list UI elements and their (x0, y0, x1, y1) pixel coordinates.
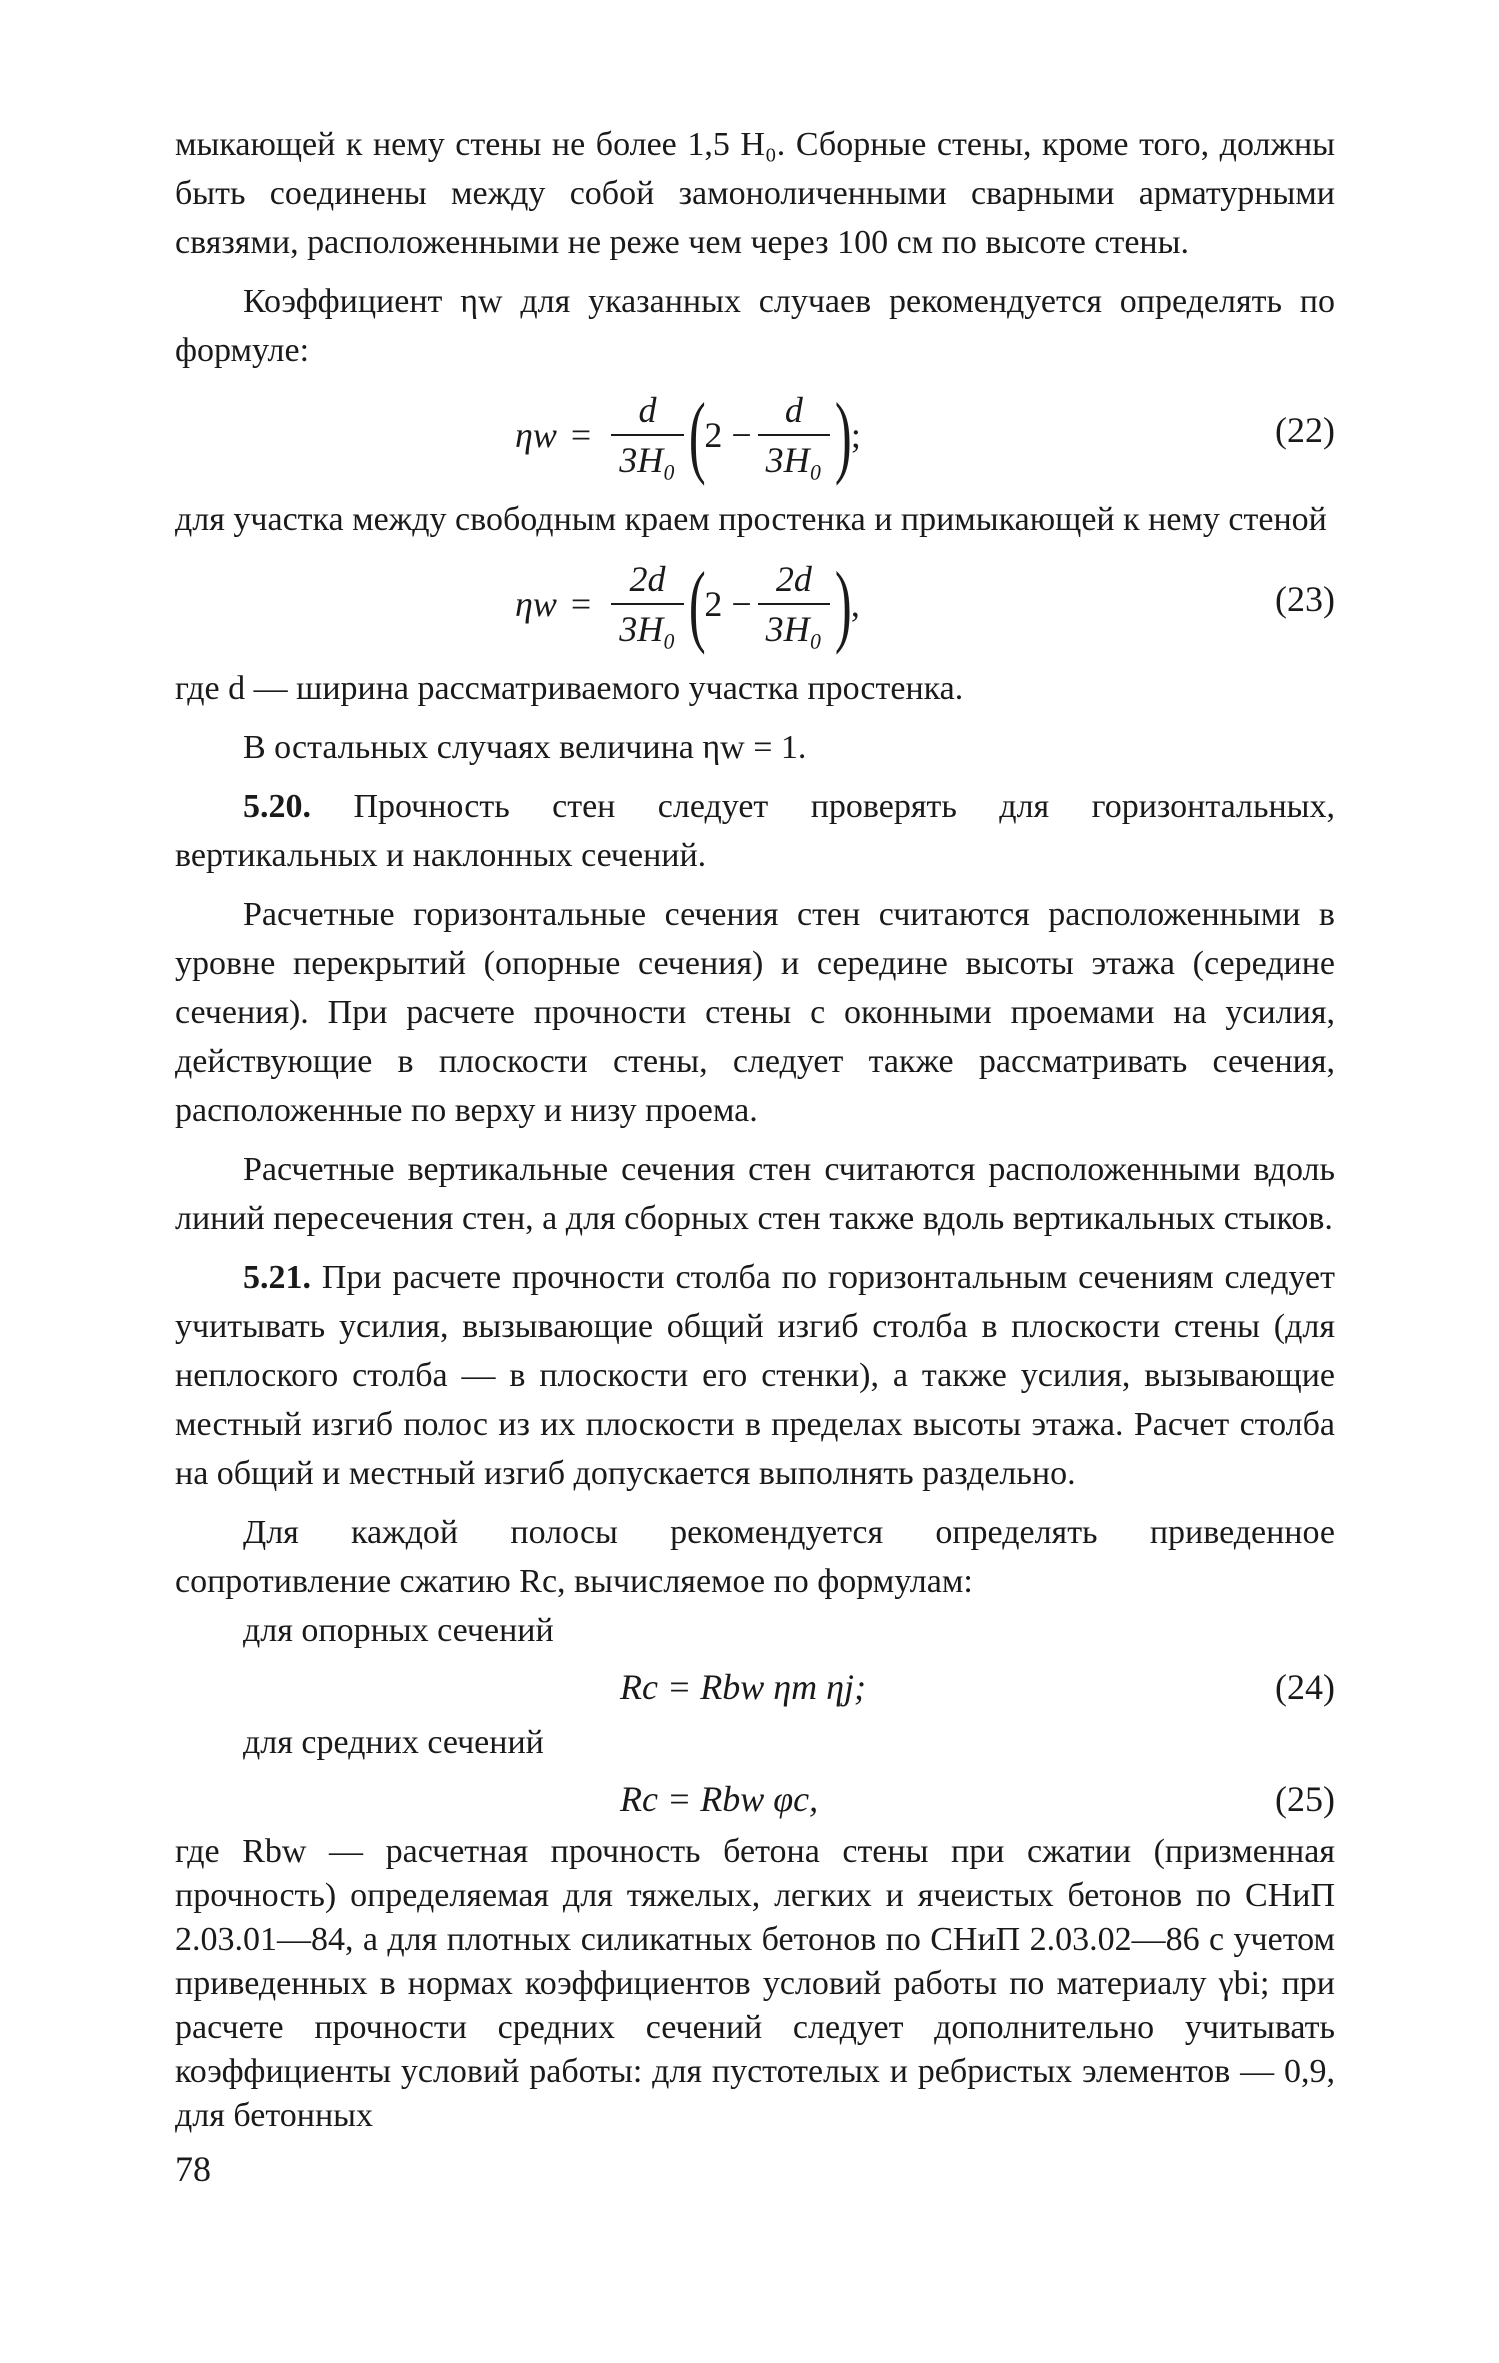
formula-25-number: (25) (1275, 1779, 1335, 1819)
formula-23-number: (23) (1275, 579, 1335, 619)
formula-22-two: 2 − (704, 415, 752, 455)
formula-23-den1: 3H₀ (611, 603, 684, 650)
formula-24-label: для опорных сечений (243, 1612, 554, 1649)
formula-22-num1: d (638, 390, 657, 430)
paragraph-continued: мыкающей к нему стены не более 1,5 H₀. Сборные стены, кроме того, должны быть соединены между собой замоноличенными сварными арматурными связями, расположенными не реже чем через 100 см по высоте стены. (175, 126, 1335, 261)
formula-23-two: 2 − (704, 584, 752, 624)
formula-25-label: для средних сечений (243, 1724, 544, 1761)
formula-22-num2: d (784, 390, 803, 430)
formula-23-num1: 2d (629, 559, 666, 599)
formula-22 (175, 375, 1335, 495)
formula-23 (175, 544, 1335, 664)
section-5-21 (175, 1253, 1335, 1498)
formula-25 (175, 1768, 1335, 1830)
paragraph-coefficient: Коэффициент ηw для указанных случаев рекомендуется определять по формуле: (175, 283, 1335, 369)
formula-23-lhs: ηw (515, 584, 557, 624)
formula-22-tail: ; (850, 415, 861, 455)
paragraph-reduced-resistance: Для каждой полосы рекомендуется определять приведенное сопротивление сжатию Rc, вычисляемое по формулам: (175, 1514, 1335, 1600)
formula-23-tail: , (850, 584, 860, 624)
paragraph-rbw-definition: где Rbw — расчетная прочность бетона стены при сжатии (призменная прочность) определяемая для тяжелых, легких и ячеистых бетонов по СНиП 2.03.01—84, а для плотных силикатных бетонов по СНиП 2.03.02—86 с учетом приведенных в нормах коэффициентов условий работы по материалу γbi; при расчете прочности средних сечений следует дополнительно учитывать коэффициенты условий работы: для пустотелых и ребристых элементов — 0,9, для бетонных (175, 1833, 1335, 2134)
formula-22-den2: 3H₀ (758, 434, 831, 481)
formula-24-number: (24) (1275, 1667, 1335, 1707)
paragraph-horizontal-sections: Расчетные горизонтальные сечения стен считаются расположенными в уровне перекрытий (опорные сечения) и середине высоты этажа (середине сечения). При расчете прочности стены с оконными проемами на усилия, действующие в плоскости стены, следует также рассматривать сечения, расположенные по верху и низу проема. (175, 896, 1335, 1129)
formula-24-expression: Rc = Rbw ηm ηj; (620, 1667, 866, 1707)
formula-25-label-row (175, 1718, 1335, 1768)
formula-24-label-row (175, 1606, 1335, 1656)
formula-22-expression: ηw = $\frac{d}{\text{3H₀}}$ ( 2 − $\frac{d}{\text{3H₀}}$ ) ; (515, 384, 861, 486)
paragraph-vertical-sections: Расчетные вертикальные сечения стен считаются расположенными вдоль линий пересечения стен, а для сборных стен также вдоль вертикальных стыков. (175, 1151, 1335, 1237)
section-5-21-text: При расчете прочности столба по горизонтальным сечениям следует учитывать усилия, вызывающие общий изгиб столба в плоскости стены (для неплоского столба — в плоскости его стенки), а также усилия, вызывающие местный изгиб полос из их плоскости в пределах высоты этажа. Расчет столба на общий и местный изгиб допускается выполнять раздельно. (175, 1259, 1335, 1492)
formula-22-den1: 3H₀ (611, 434, 684, 481)
page-number: 78 (175, 2149, 211, 2189)
formula-23-den2: 3H₀ (758, 603, 831, 650)
formula-22-lhs: ηw (515, 415, 557, 455)
formula-24 (175, 1656, 1335, 1718)
formula-23-expression: ηw = $\frac{2d}{\text{3H₀}}$ ( 2 − $\frac{2d}{\text{3H₀}}$ ) , (515, 553, 860, 655)
paragraph-where-d: где d — ширина рассматриваемого участка простенка. (175, 670, 964, 707)
paragraph-other-cases: В остальных случаях величина ηw = 1. (243, 729, 807, 766)
formula-23-num2: 2d (775, 559, 812, 599)
formula-22-number: (22) (1275, 410, 1335, 450)
section-5-20 (175, 782, 1335, 880)
section-5-20-number: 5.20. (243, 788, 311, 825)
paragraph-free-edge: для участка между свободным краем простенка и примыкающей к нему стеной (175, 501, 1327, 538)
section-5-21-number: 5.21. (243, 1259, 311, 1296)
text-block (175, 120, 1335, 2138)
section-5-20-text: Прочность стен следует проверять для горизонтальных, вертикальных и наклонных сечений. (175, 788, 1336, 874)
formula-25-expression: Rc = Rbw φc, (620, 1779, 819, 1819)
